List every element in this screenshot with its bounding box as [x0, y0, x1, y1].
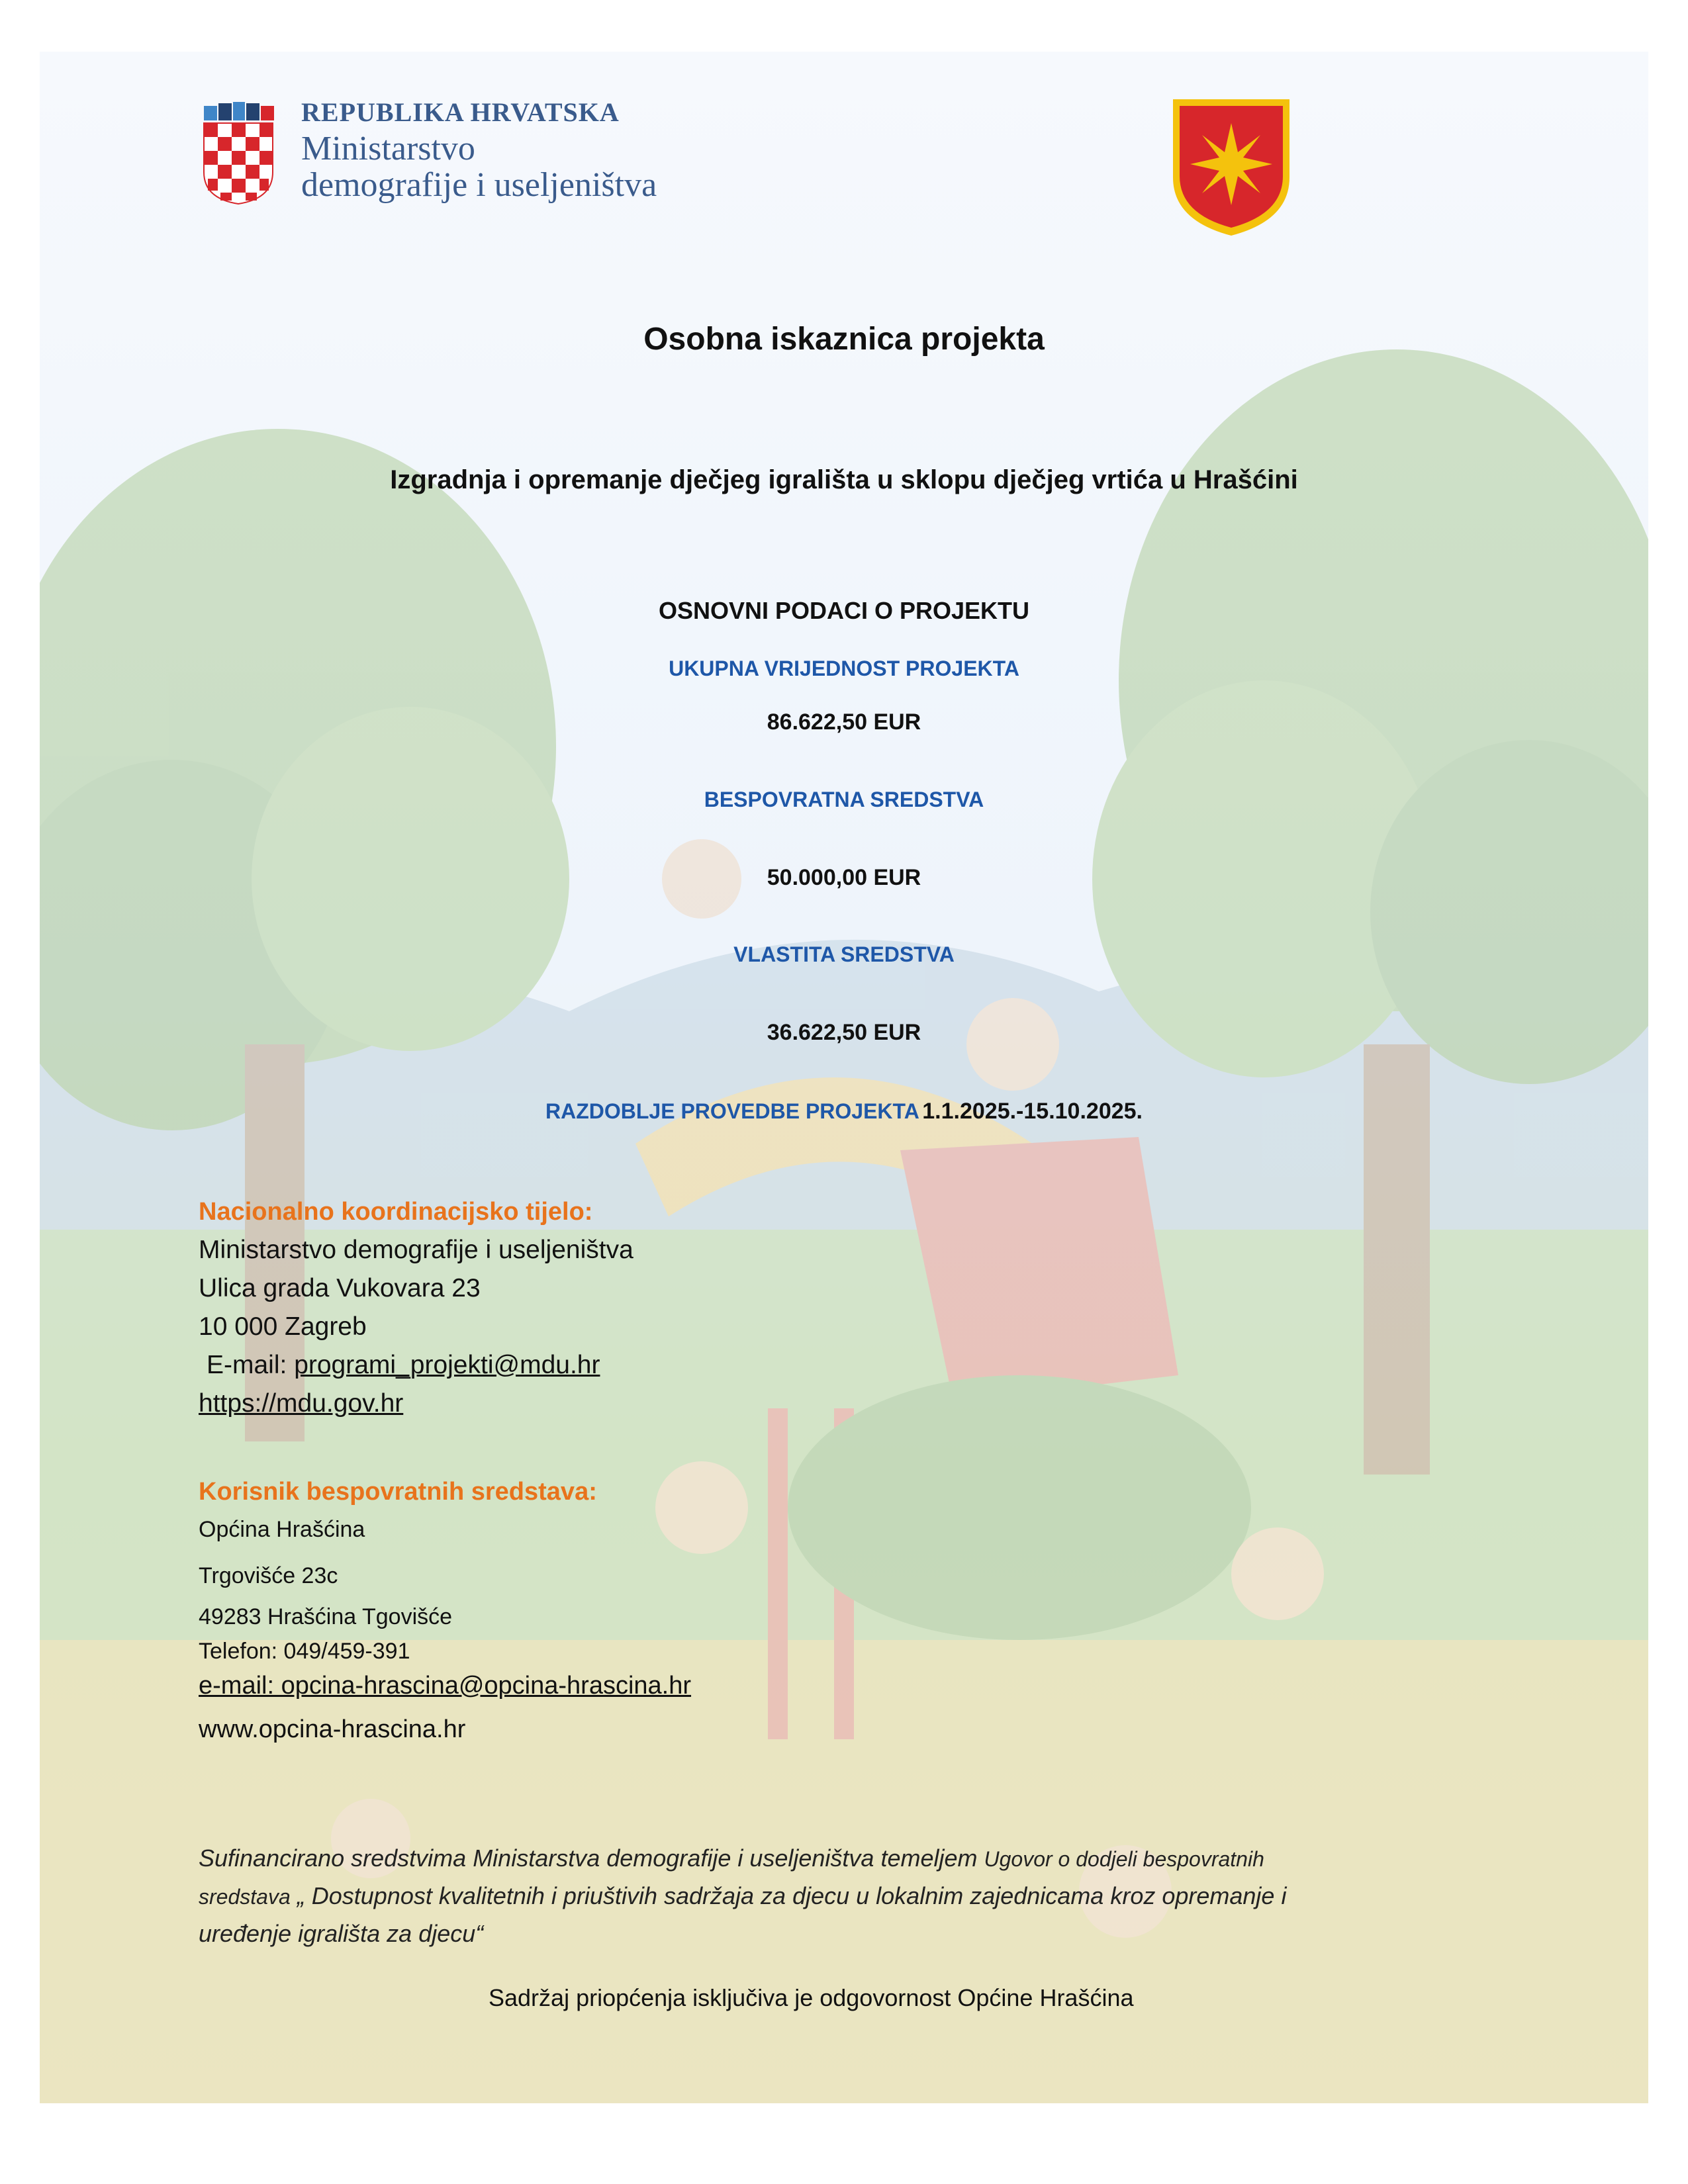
own-funds-value: 36.622,50 EUR: [767, 1020, 921, 1045]
cofinancing-statement: [199, 1840, 1496, 1952]
national-body-street: Ulica grada Vukovara 23: [199, 1274, 481, 1302]
national-body-email-row: [199, 1346, 633, 1385]
poster-page: [40, 52, 1648, 2103]
basic-data-heading: OSNOVNI PODACI O PROJEKTU: [658, 597, 1030, 624]
beneficiary-phone: Telefon: 049/459-391: [199, 1639, 410, 1664]
cofinancing-part1: Sufinancirano sredstvima Ministarstva demografije i useljeništva temeljem: [199, 1844, 984, 1872]
national-body-name: Ministarstvo demografije i useljeništva: [199, 1236, 633, 1264]
disclaimer: Sadržaj priopćenja isključiva je odgovornost Općine Hrašćina: [489, 1984, 1134, 2011]
municipality-coat-of-arms-icon: [1172, 98, 1291, 237]
national-body-email-link[interactable]: programi_projekti@mdu.hr: [294, 1351, 600, 1379]
grant-value: 50.000,00 EUR: [767, 865, 921, 890]
period-label: RAZDOBLJE PROVEDBE PROJEKTA: [545, 1099, 919, 1123]
national-body-info: [199, 1231, 633, 1423]
national-body-website-link[interactable]: https://mdu.gov.hr: [199, 1389, 404, 1418]
implementation-period: [0, 1099, 1688, 1124]
national-body-city: 10 000 Zagreb: [199, 1312, 367, 1341]
beneficiary-website-link[interactable]: www.opcina-hrascina.hr: [199, 1715, 466, 1743]
ministry-name-line2: demografije i useljeništva: [301, 166, 657, 204]
national-body-heading: Nacionalno koordinacijsko tijelo:: [199, 1198, 593, 1226]
grant-label: BESPOVRATNA SREDSTVA: [704, 788, 984, 811]
ministry-country: REPUBLIKA HRVATSKA: [301, 97, 620, 127]
cofinancing-part3: sredstava: [199, 1885, 291, 1909]
own-funds-label: VLASTITA SREDSTVA: [733, 942, 955, 966]
cofinancing-part5: uređenje igrališta za djecu“: [199, 1920, 484, 1947]
document-title: Osobna iskaznica projekta: [643, 322, 1045, 357]
beneficiary-name: Općina Hrašćina: [199, 1517, 365, 1542]
ministry-name-line1: Ministarstvo: [301, 130, 475, 167]
period-value: 1.1.2025.-15.10.2025.: [922, 1099, 1143, 1124]
background-illustration: [40, 52, 1648, 2103]
beneficiary-heading: Korisnik bespovratnih sredstava:: [199, 1478, 597, 1506]
total-value: 86.622,50 EUR: [767, 709, 921, 735]
croatian-coat-of-arms-icon: [199, 99, 278, 205]
beneficiary-email-link[interactable]: e-mail: opcina-hrascina@opcina-hrascina.hr: [199, 1672, 692, 1700]
beneficiary-city: 49283 Hrašćina Tgovišće: [199, 1604, 453, 1629]
total-value-label: UKUPNA VRIJEDNOST PROJEKTA: [669, 657, 1019, 680]
project-name: Izgradnja i opremanje dječjeg igrališta u sklopu dječjeg vrtića u Hrašćini: [390, 465, 1298, 494]
cofinancing-part4: „ Dostupnost kvalitetnih i priuštivih sadržaja za djecu u lokalnim zajednicama kroz opremanje i: [290, 1882, 1287, 1909]
beneficiary-street: Trgovišće 23c: [199, 1563, 338, 1588]
cofinancing-part2: Ugovor o dodjeli bespovratnih: [984, 1847, 1264, 1871]
email-prefix: E-mail:: [207, 1351, 295, 1379]
